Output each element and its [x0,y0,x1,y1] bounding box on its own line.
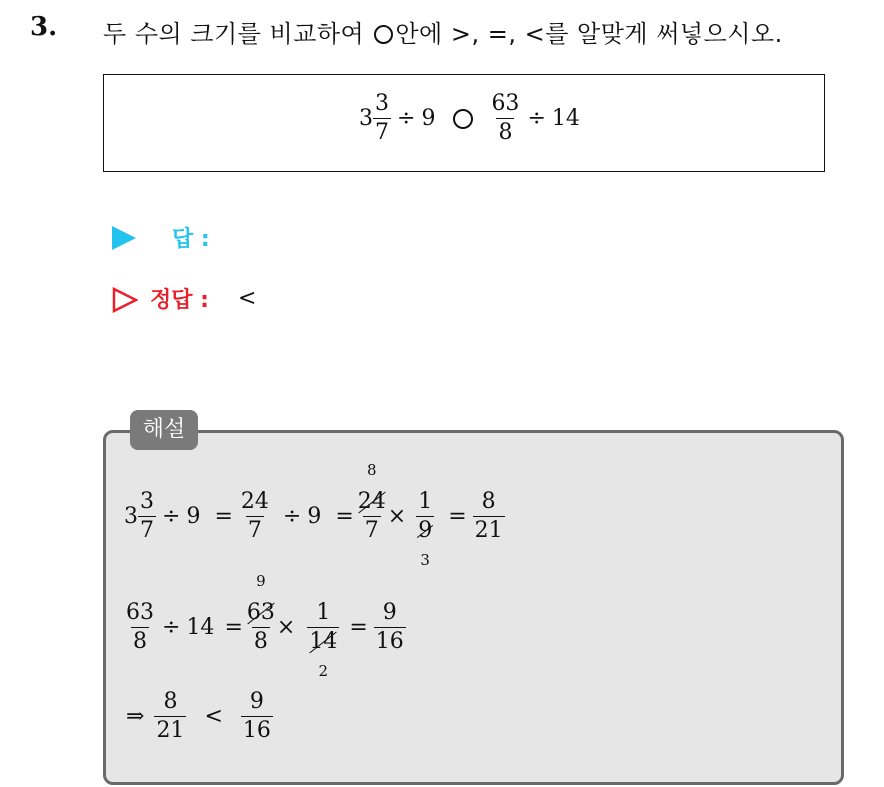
left-whole: 3 [359,106,373,131]
circle-icon [374,25,393,44]
l1-frac-4 [416,489,434,569]
l1-d9b: 9 [307,504,322,529]
problem-box [103,74,825,172]
l1-f4-cancel: 3 [420,551,430,569]
l1-frac-2 [239,491,271,542]
l3-implies: ⇒ [126,704,145,729]
l3-a-den: 21 [156,718,185,743]
l2-frac-3 [307,600,339,680]
l1-f3-den: 7 [364,518,379,543]
solution-line-2 [124,572,406,680]
compare-circle-icon [453,109,473,129]
l2-d14: 14 [186,615,215,640]
l1-div2: ÷ [282,504,302,529]
l2-f3-num: 1 [316,600,331,625]
l3-a-num: 8 [163,689,178,714]
l1-times: × [387,504,407,529]
l1-res-den: 21 [474,518,503,543]
l1-res-num: 8 [481,489,496,514]
l2-res-num: 9 [382,600,397,625]
left-denominator: 7 [375,120,389,145]
left-divisor: 9 [421,106,436,131]
l2-f2-num-struck: 63 [246,600,275,625]
l1-div: ÷ [162,504,181,529]
question-text [103,14,783,49]
l1-f4-den-struck: 9 [418,518,433,543]
l2-f3-cancel: 2 [318,662,329,680]
l2-eq: = [224,615,243,640]
left-fraction [373,93,391,144]
l3-lt: < [204,704,223,729]
answer-arrow-icon [112,226,136,250]
l1-f3-cancel: 8 [366,461,377,479]
l2-f3-den-struck: 14 [309,629,338,654]
left-op: ÷ [397,106,416,131]
l1-whole: 3 [124,504,138,529]
l1-eq2: = [335,504,354,529]
l2-result [374,602,406,653]
l1-f1-den: 7 [140,518,154,543]
solution-line-1 [124,461,505,569]
solution-line-3 [126,691,273,742]
right-denominator: 8 [498,120,513,145]
l2-f2-den: 8 [253,629,268,654]
question-text-after: 안에 >, =, <를 알맞게 써넣으시오. [395,20,783,48]
l1-f3-num [356,461,388,516]
solution-tab: 해설 [130,410,198,450]
l1-f2-den: 7 [247,518,262,543]
l1-f4-den [416,516,434,569]
l2-times: × [276,615,296,640]
l1-eq: = [214,504,233,529]
l2-f1-num: 63 [126,600,154,625]
answer-label: 답 : [172,227,210,252]
correct-label: 정답 : [150,288,209,313]
question-number: 3. [30,12,58,42]
l3-b-den: 16 [242,718,271,743]
l2-res-den: 16 [375,629,404,654]
l2-f2-num [245,572,277,627]
l1-f4-num: 1 [418,489,433,514]
l1-result [473,491,505,542]
left-numerator: 3 [375,91,389,116]
l1-frac-3 [356,461,388,543]
question-text-before: 두 수의 크기를 비교하여 [103,20,373,48]
l2-frac-2 [245,572,277,654]
correct-value: < [238,286,257,311]
l2-eq2: = [349,615,368,640]
right-numerator: 63 [491,91,520,116]
l1-f2-num: 24 [240,489,269,514]
l1-eq3: = [448,504,467,529]
l2-f1-den: 8 [133,629,147,654]
right-fraction [489,93,521,144]
l2-f2-cancel: 9 [256,572,266,590]
l3-frac-b [241,691,273,742]
l3-frac-a [154,691,186,742]
right-op: ÷ [527,106,546,131]
l3-b-num: 9 [249,689,264,714]
l1-f3-num-struck: 24 [357,489,386,514]
correct-arrow-icon [112,287,138,313]
l2-div: ÷ [162,615,181,640]
l2-frac-1 [124,602,156,653]
problem-expression [359,93,580,144]
right-divisor: 14 [551,106,580,131]
l1-d9: 9 [186,504,201,529]
l1-f1-num: 3 [140,489,154,514]
l2-f3-den [307,627,339,680]
l1-frac-1 [138,491,156,542]
